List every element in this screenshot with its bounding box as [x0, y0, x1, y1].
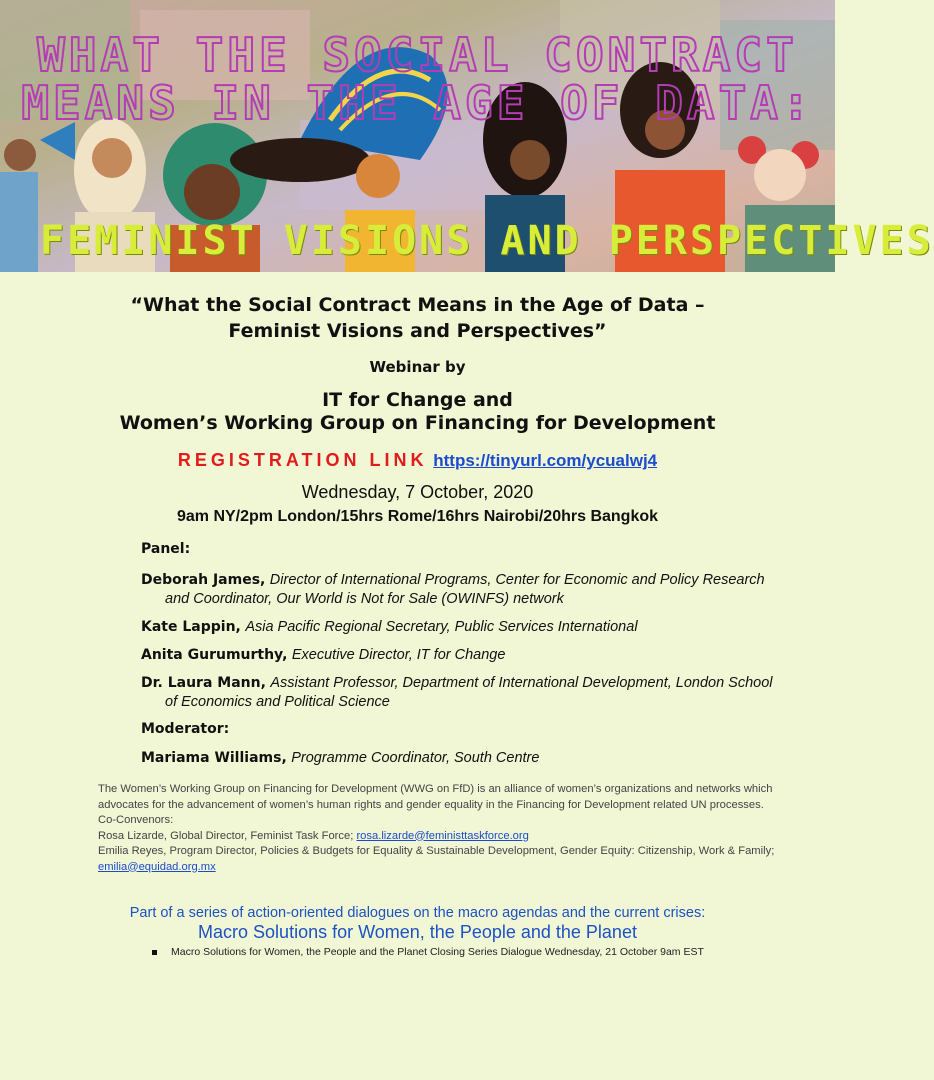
- moderator-name: Mariama Williams,: [141, 750, 287, 766]
- panelist-entry: [141, 674, 781, 712]
- moderator-heading: Moderator:: [141, 721, 230, 737]
- convenor-2-email-link[interactable]: emilia@equidad.org.mx: [98, 860, 216, 873]
- series-intro: Part of a series of action-oriented dialogues on the macro agendas and the current crises:: [129, 905, 706, 921]
- panel-section: [141, 541, 781, 777]
- moderator-role: Programme Coordinator, South Centre: [291, 750, 540, 766]
- about-section: [98, 782, 778, 875]
- convenor-1: [98, 829, 778, 845]
- panelist-role: Asia Pacific Regional Secretary, Public Services International: [245, 619, 638, 635]
- registration-row: [0, 450, 835, 471]
- organizers: [0, 389, 835, 435]
- panelist-entry: [141, 618, 781, 637]
- about-description: The Women’s Working Group on Financing for Development (WWG on FfD) is an alliance of women’s organizations and networks which advocates for the advancement of women’s human rights and gender equality in the Financing for Development related UN processes.: [98, 783, 773, 811]
- panelist-name: Anita Gurumurthy,: [141, 647, 288, 663]
- series-title: Macro Solutions for Women, the People and the Planet: [198, 922, 637, 942]
- event-date: Wednesday, 7 October, 2020: [301, 482, 534, 502]
- registration-link[interactable]: https://tinyurl.com/ycualwj4: [433, 451, 658, 470]
- panelist-role: Director of International Programs, Center for Economic and Policy Research and Coordinator, Our World is Not for Sale (OWINFS) network: [165, 572, 765, 607]
- panelist-role: Assistant Professor, Department of International Development, London School of Economics and Political Science: [165, 675, 773, 710]
- panelist-name: Dr. Laura Mann,: [141, 675, 266, 691]
- convenor-2-text: Emilia Reyes, Program Director, Policies & Budgets for Equality & Sustainable Development, Gender Equity: Citizenship, Work & Family;: [98, 845, 775, 857]
- bullet-icon: [152, 950, 157, 955]
- webinar-by-label: Webinar by: [369, 358, 466, 376]
- panelist-name: Kate Lappin,: [141, 619, 241, 635]
- convenor-1-email-link[interactable]: rosa.lizarde@feministtaskforce.org: [356, 829, 529, 842]
- series-list: [152, 946, 792, 958]
- registration-label: REGISTRATION LINK: [177, 450, 428, 470]
- event-times: 9am NY/2pm London/15hrs Rome/16hrs Nairobi/20hrs Bangkok: [176, 508, 659, 525]
- panelist-entry: [141, 571, 781, 609]
- organizer-line-2: Women’s Working Group on Financing for Development: [119, 412, 716, 434]
- panelist-role: Executive Director, IT for Change: [291, 647, 506, 663]
- convenor-1-text: Rosa Lizarde, Global Director, Feminist Task Force;: [98, 829, 354, 842]
- banner-title-line-1: WHAT THE SOCIAL CONTRACT: [37, 28, 798, 82]
- moderator-entry: [141, 749, 781, 768]
- convenors-label: Co-Convenors:: [98, 814, 174, 826]
- panelist-name: Deborah James,: [141, 572, 266, 588]
- series-item-text: Macro Solutions for Women, the People and the Planet Closing Series Dialogue Wednesday, 21 October 9am EST: [171, 946, 704, 958]
- series-list-item: [152, 946, 792, 958]
- event-title: [0, 292, 835, 344]
- banner-subtitle: FEMINIST VISIONS AND PERSPECTIVES: [40, 218, 934, 264]
- panel-heading: Panel:: [141, 541, 191, 557]
- panelist-entry: [141, 646, 781, 665]
- organizer-line-1: IT for Change and: [322, 389, 513, 411]
- banner-illustration: [0, 0, 934, 272]
- event-title-line-2: Feminist Visions and Perspectives”: [228, 320, 607, 342]
- banner-title-line-2: MEANS IN THE AGE OF DATA:: [21, 76, 814, 130]
- event-title-line-1: “What the Social Contract Means in the Age of Data –: [130, 294, 705, 316]
- convenor-2: [98, 844, 778, 875]
